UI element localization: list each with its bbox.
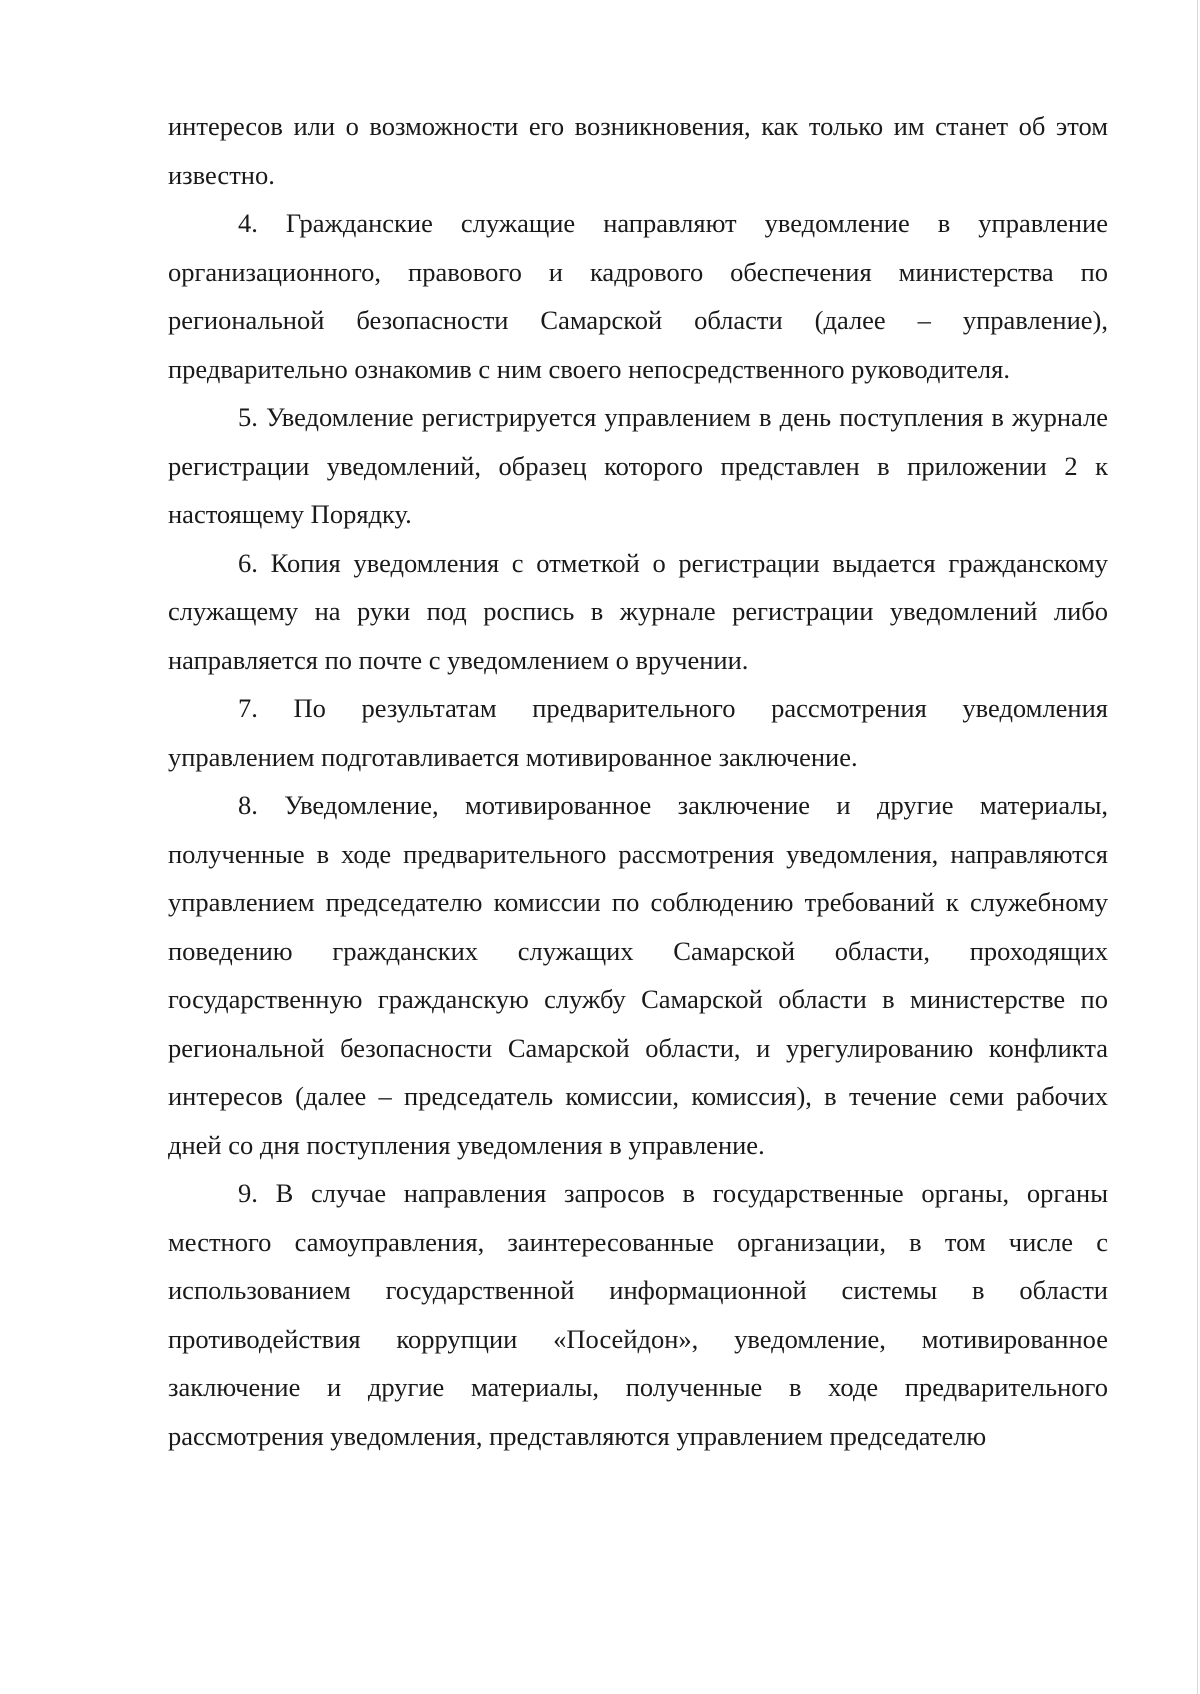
scan-edge-line [1197,0,1198,1694]
paragraph-5: 5. Уведомление регистрируется управлением в день поступления в журнале регистрации уведомлений, образец которого представлен в приложении 2 к настоящему Порядку. [168,402,1108,529]
paragraph-9: 9. В случае направления запросов в государственные органы, органы местного самоуправления, заинтересованные организации, в том числе с использованием государственной информационной системы в области противодействия коррупции «Посейдон», уведомление, мотивированное заключение и другие материалы, полученные в ходе предварительного рассмотрения уведомления, представляются управлением председателю [168,1178,1108,1451]
paragraph-6: 6. Копия уведомления с отметкой о регистрации выдается гражданскому служащему на руки под роспись в журнале регистрации уведомлений либо направляется по почте с уведомлением о вручении. [168,547,1108,675]
paragraph-4: 4. Гражданские служащие направляют уведомление в управление организационного, правового и кадрового обеспечения министерства по региональной безопасности Самарской области (далее – управление), предварительно ознакомив с ним своего непосредственного руководителя. [168,208,1108,384]
paragraph-7: 7. По результатам предварительного рассмотрения уведомления управлением подготавливается мотивированное заключение. [168,693,1108,772]
paragraph-continuation: интересов или о возможности его возникновения, как только им станет об этом известно. [168,111,1108,190]
paragraph-8: 8. Уведомление, мотивированное заключение и другие материалы, полученные в ходе предварительного рассмотрения уведомления, направляются управлением председателю комиссии по соблюдению требований к служебному поведению гражданских служащих Самарской области, проходящих государственную гражданскую службу Самарской области в министерстве по региональной безопасности Самарской области, и урегулированию конфликта интересов (далее – председатель комиссии, комиссия), в течение семи рабочих дней со дня поступления уведомления в управление. [168,790,1108,1160]
document-body [168,102,1108,1460]
